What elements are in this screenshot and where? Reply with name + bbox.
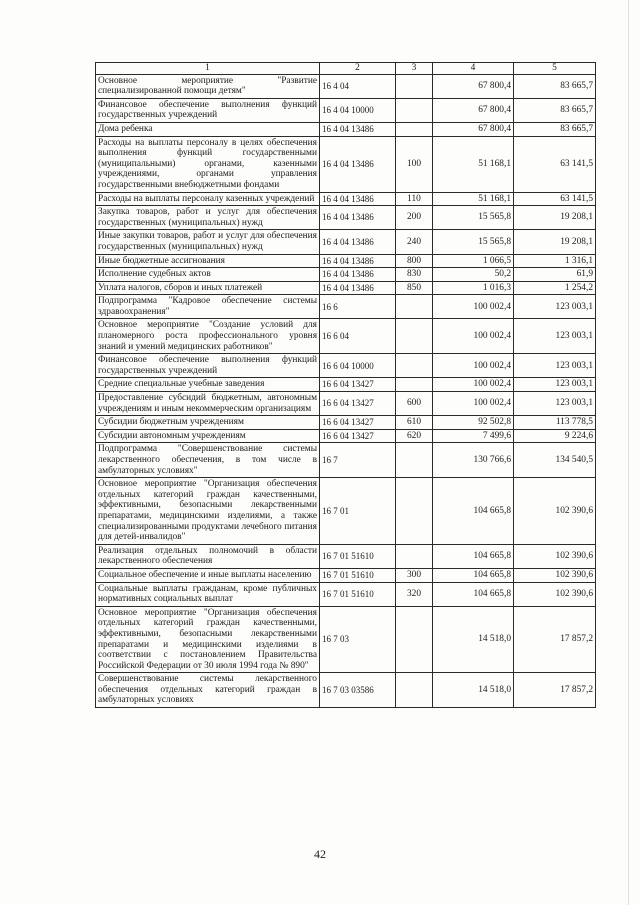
cell-amount-1: 14 518,0 <box>433 606 514 673</box>
column-header-code: 2 <box>320 63 396 75</box>
cell-amount-2: 102 390,6 <box>514 544 596 568</box>
cell-code: 16 4 04 13486 <box>320 136 396 192</box>
cell-amount-2: 63 141,5 <box>514 192 596 206</box>
cell-code: 16 6 04 10000 <box>320 354 396 378</box>
cell-name: Иные бюджетные ассигнования <box>96 254 320 268</box>
cell-amount-2: 9 224,6 <box>514 429 596 443</box>
cell-amount-2: 19 208,1 <box>514 206 596 230</box>
cell-amount-2: 123 003,1 <box>514 319 596 354</box>
cell-code: 16 6 04 13427 <box>320 378 396 392</box>
cell-amount-2: 63 141,5 <box>514 136 596 192</box>
cell-amount-1: 14 518,0 <box>433 673 514 708</box>
cell-amount-1: 92 502,8 <box>433 416 514 430</box>
cell-expense-type: 620 <box>396 429 433 443</box>
table-row <box>96 392 596 416</box>
cell-expense-type <box>396 98 433 122</box>
cell-amount-1: 104 665,8 <box>433 582 514 606</box>
cell-code: 16 6 04 13427 <box>320 416 396 430</box>
cell-expense-type: 240 <box>396 230 433 254</box>
cell-amount-2: 123 003,1 <box>514 354 596 378</box>
table-row <box>96 122 596 136</box>
table-row <box>96 192 596 206</box>
cell-amount-1: 67 800,4 <box>433 98 514 122</box>
cell-name: Основное мероприятие "Организация обеспечения отдельных категорий граждан качественными, эффективными, безопасными лекарственными препаратами, медицинскими изделиями, а также специализированными продуктами лечебного питания для детей-инвалидов" <box>96 478 320 545</box>
cell-name: Субсидии автономным учреждениям <box>96 429 320 443</box>
table-row <box>96 416 596 430</box>
cell-amount-2: 83 665,7 <box>514 122 596 136</box>
cell-amount-1: 15 565,8 <box>433 206 514 230</box>
cell-amount-2: 17 857,2 <box>514 606 596 673</box>
budget-table-container <box>95 62 595 708</box>
cell-name: Основное мероприятие "Развитие специализированной помощи детям" <box>96 74 320 98</box>
cell-expense-type <box>396 606 433 673</box>
cell-name: Исполнение судебных актов <box>96 268 320 282</box>
cell-amount-1: 50,2 <box>433 268 514 282</box>
cell-expense-type: 830 <box>396 268 433 282</box>
cell-code: 16 7 01 51610 <box>320 568 396 582</box>
table-header-row <box>96 63 596 75</box>
table-row <box>96 606 596 673</box>
cell-code: 16 4 04 <box>320 74 396 98</box>
cell-expense-type <box>396 478 433 545</box>
cell-code: 16 4 04 13486 <box>320 254 396 268</box>
cell-amount-2: 123 003,1 <box>514 295 596 319</box>
cell-expense-type: 300 <box>396 568 433 582</box>
table-row <box>96 281 596 295</box>
cell-amount-1: 51 168,1 <box>433 192 514 206</box>
cell-expense-type: 100 <box>396 136 433 192</box>
table-row <box>96 98 596 122</box>
table-row <box>96 568 596 582</box>
cell-code: 16 4 04 13486 <box>320 268 396 282</box>
cell-code: 16 4 04 13486 <box>320 206 396 230</box>
cell-name: Подпрограмма "Кадровое обеспечение системы здравоохранения" <box>96 295 320 319</box>
cell-code: 16 7 03 03586 <box>320 673 396 708</box>
cell-amount-1: 104 665,8 <box>433 568 514 582</box>
cell-amount-2: 102 390,6 <box>514 478 596 545</box>
column-header-amount-1: 4 <box>433 63 514 75</box>
cell-amount-2: 102 390,6 <box>514 568 596 582</box>
cell-amount-1: 130 766,6 <box>433 443 514 478</box>
cell-name: Совершенствование системы лекарственного обеспечения отдельных категорий граждан в амбулаторных условиях <box>96 673 320 708</box>
cell-amount-1: 1 066,5 <box>433 254 514 268</box>
table-row <box>96 254 596 268</box>
cell-name: Предоставление субсидий бюджетным, автономным учреждениям и иным некоммерческим организациям <box>96 392 320 416</box>
cell-expense-type <box>396 443 433 478</box>
cell-amount-1: 100 002,4 <box>433 354 514 378</box>
cell-amount-2: 61,9 <box>514 268 596 282</box>
column-header-amount-2: 5 <box>514 63 596 75</box>
cell-name: Социальные выплаты гражданам, кроме публичных нормативных социальных выплат <box>96 582 320 606</box>
table-row <box>96 230 596 254</box>
column-header-expense-type: 3 <box>396 63 433 75</box>
cell-amount-2: 123 003,1 <box>514 378 596 392</box>
cell-code: 16 4 04 13486 <box>320 122 396 136</box>
cell-name: Финансовое обеспечение выполнения функций государственных учреждений <box>96 354 320 378</box>
table-row <box>96 74 596 98</box>
cell-name: Закупка товаров, работ и услуг для обеспечения государственных (муниципальных) нужд <box>96 206 320 230</box>
cell-name: Социальное обеспечение и иные выплаты населению <box>96 568 320 582</box>
cell-expense-type: 610 <box>396 416 433 430</box>
cell-expense-type <box>396 354 433 378</box>
cell-name: Основное мероприятие "Организация обеспечения отдельных категорий граждан качественными, эффективными, безопасными лекарственными препаратами и медицинскими изделиями в соответствии с постановлением Правительства Российской Федерации от 30 июля 1994 года № 890" <box>96 606 320 673</box>
table-row <box>96 673 596 708</box>
cell-amount-1: 100 002,4 <box>433 295 514 319</box>
cell-expense-type <box>396 378 433 392</box>
cell-code: 16 7 03 <box>320 606 396 673</box>
table-row <box>96 354 596 378</box>
cell-name: Финансовое обеспечение выполнения функций государственных учреждений <box>96 98 320 122</box>
cell-code: 16 6 04 13427 <box>320 429 396 443</box>
cell-amount-1: 1 016,3 <box>433 281 514 295</box>
cell-expense-type <box>396 544 433 568</box>
cell-amount-2: 83 665,7 <box>514 98 596 122</box>
table-row <box>96 478 596 545</box>
cell-name: Дома ребенка <box>96 122 320 136</box>
cell-name: Расходы на выплаты персоналу казенных учреждений <box>96 192 320 206</box>
cell-code: 16 4 04 13486 <box>320 192 396 206</box>
cell-code: 16 6 04 13427 <box>320 392 396 416</box>
cell-name: Средние специальные учебные заведения <box>96 378 320 392</box>
cell-expense-type: 200 <box>396 206 433 230</box>
table-row <box>96 582 596 606</box>
cell-expense-type: 600 <box>396 392 433 416</box>
column-header-name: 1 <box>96 63 320 75</box>
cell-amount-1: 7 499,6 <box>433 429 514 443</box>
cell-name: Подпрограмма "Совершенствование системы лекарственного обеспечения, в том числе в амбулаторных условиях" <box>96 443 320 478</box>
cell-expense-type: 320 <box>396 582 433 606</box>
table-row <box>96 544 596 568</box>
cell-expense-type <box>396 295 433 319</box>
cell-amount-1: 67 800,4 <box>433 122 514 136</box>
cell-code: 16 7 01 51610 <box>320 544 396 568</box>
cell-code: 16 7 01 <box>320 478 396 545</box>
table-row <box>96 206 596 230</box>
cell-name: Субсидии бюджетным учреждениям <box>96 416 320 430</box>
scan-edge-line <box>628 0 629 905</box>
cell-expense-type <box>396 673 433 708</box>
cell-amount-2: 123 003,1 <box>514 392 596 416</box>
cell-amount-2: 83 665,7 <box>514 74 596 98</box>
cell-name: Основное мероприятие "Создание условий для планомерного роста профессионального уровня знаний и умений медицинских работников" <box>96 319 320 354</box>
cell-amount-2: 113 778,5 <box>514 416 596 430</box>
table-row <box>96 295 596 319</box>
budget-table <box>95 62 596 708</box>
cell-amount-2: 102 390,6 <box>514 582 596 606</box>
cell-amount-1: 100 002,4 <box>433 319 514 354</box>
cell-name: Расходы на выплаты персоналу в целях обеспечения выполнения функций государственными (муниципальными) органами, казенными учреждениями, органами управления государственными внебюджетными фондами <box>96 136 320 192</box>
cell-expense-type: 800 <box>396 254 433 268</box>
cell-amount-2: 1 254,2 <box>514 281 596 295</box>
cell-amount-1: 15 565,8 <box>433 230 514 254</box>
cell-name: Иные закупки товаров, работ и услуг для обеспечения государственных (муниципальных) нужд <box>96 230 320 254</box>
table-row <box>96 378 596 392</box>
cell-code: 16 7 01 51610 <box>320 582 396 606</box>
table-row <box>96 136 596 192</box>
cell-code: 16 6 <box>320 295 396 319</box>
cell-name: Реализация отдельных полномочий в области лекарственного обеспечения <box>96 544 320 568</box>
cell-code: 16 4 04 13486 <box>320 230 396 254</box>
cell-name: Уплата налогов, сборов и иных платежей <box>96 281 320 295</box>
cell-amount-1: 104 665,8 <box>433 478 514 545</box>
table-row <box>96 429 596 443</box>
cell-expense-type: 110 <box>396 192 433 206</box>
table-row <box>96 268 596 282</box>
cell-amount-1: 51 168,1 <box>433 136 514 192</box>
cell-amount-2: 1 316,1 <box>514 254 596 268</box>
budget-table-body <box>96 63 596 708</box>
cell-code: 16 7 <box>320 443 396 478</box>
cell-code: 16 6 04 <box>320 319 396 354</box>
cell-amount-2: 134 540,5 <box>514 443 596 478</box>
cell-amount-1: 67 800,4 <box>433 74 514 98</box>
cell-code: 16 4 04 10000 <box>320 98 396 122</box>
page-number: 42 <box>314 847 326 861</box>
cell-expense-type: 850 <box>396 281 433 295</box>
cell-amount-2: 19 208,1 <box>514 230 596 254</box>
cell-amount-1: 104 665,8 <box>433 544 514 568</box>
cell-expense-type <box>396 74 433 98</box>
cell-amount-2: 17 857,2 <box>514 673 596 708</box>
cell-expense-type <box>396 319 433 354</box>
cell-expense-type <box>396 122 433 136</box>
table-row <box>96 443 596 478</box>
cell-amount-1: 100 002,4 <box>433 392 514 416</box>
cell-code: 16 4 04 13486 <box>320 281 396 295</box>
table-row <box>96 319 596 354</box>
cell-amount-1: 100 002,4 <box>433 378 514 392</box>
